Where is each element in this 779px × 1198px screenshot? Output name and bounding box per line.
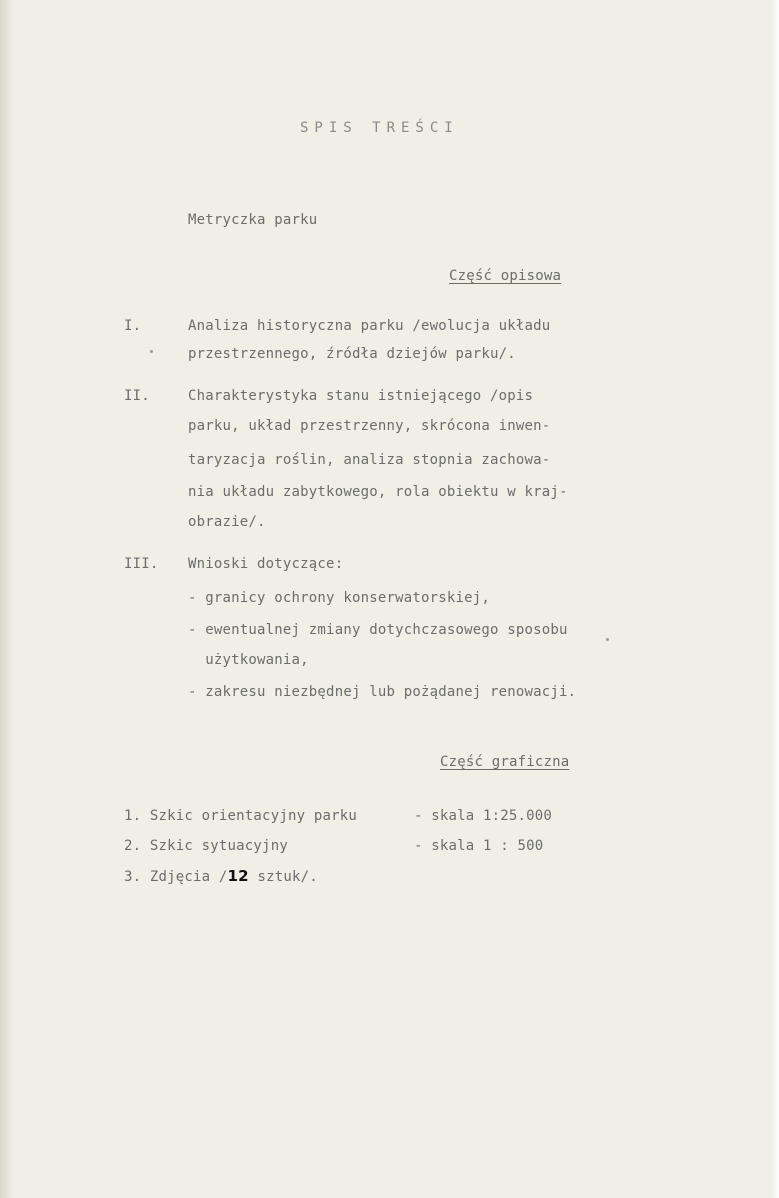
item-line: - zakresu niezbędnej lub pożądanej renowacji. bbox=[188, 684, 577, 700]
item-line: Charakterystyka stanu istniejącego /opis bbox=[188, 388, 534, 404]
item-number: II. bbox=[124, 388, 150, 404]
paper-speck bbox=[150, 350, 153, 353]
item-line: Wnioski dotyczące: bbox=[188, 556, 344, 572]
item-number: I. bbox=[124, 318, 142, 334]
metryczka-entry: Metryczka parku bbox=[188, 212, 318, 228]
graphic-item-label-suffix: sztuk/. bbox=[248, 869, 318, 885]
section-heading-descriptive: Część opisowa bbox=[449, 268, 562, 284]
item-line: - ewentualnej zmiany dotychczasowego sposobu bbox=[188, 622, 568, 638]
page-shadow-left bbox=[0, 0, 14, 1198]
graphic-item-photos bbox=[124, 868, 318, 885]
item-number: III. bbox=[124, 556, 159, 572]
item-line: użytkowania, bbox=[188, 652, 309, 668]
graphic-item-label: 3. Zdjęcia / bbox=[124, 869, 228, 885]
handwritten-photo-count: 12 bbox=[227, 867, 249, 885]
paper-speck bbox=[606, 638, 609, 641]
section-heading-graphic: Część graficzna bbox=[440, 754, 570, 770]
graphic-item-scale: - skala 1 : 500 bbox=[414, 838, 544, 854]
graphic-item-scale: - skala 1:25.000 bbox=[414, 808, 553, 824]
item-line: parku, układ przestrzenny, skrócona inwen- bbox=[188, 418, 551, 434]
graphic-item-label: 2. Szkic sytuacyjny bbox=[124, 838, 288, 854]
item-line: obrazie/. bbox=[188, 514, 266, 530]
page-edge-right bbox=[771, 0, 779, 1198]
item-line: Analiza historyczna parku /ewolucja układu bbox=[188, 318, 551, 334]
graphic-item-label: 1. Szkic orientacyjny parku bbox=[124, 808, 357, 824]
item-line: nia układu zabytkowego, rola obiektu w kraj- bbox=[188, 484, 568, 500]
page-title: SPIS TREŚCI bbox=[300, 120, 459, 136]
item-line: taryzacja roślin, analiza stopnia zachowa- bbox=[188, 452, 551, 468]
item-line: przestrzennego, źródła dziejów parku/. bbox=[188, 346, 516, 362]
item-line: - granicy ochrony konserwatorskiej, bbox=[188, 590, 491, 606]
